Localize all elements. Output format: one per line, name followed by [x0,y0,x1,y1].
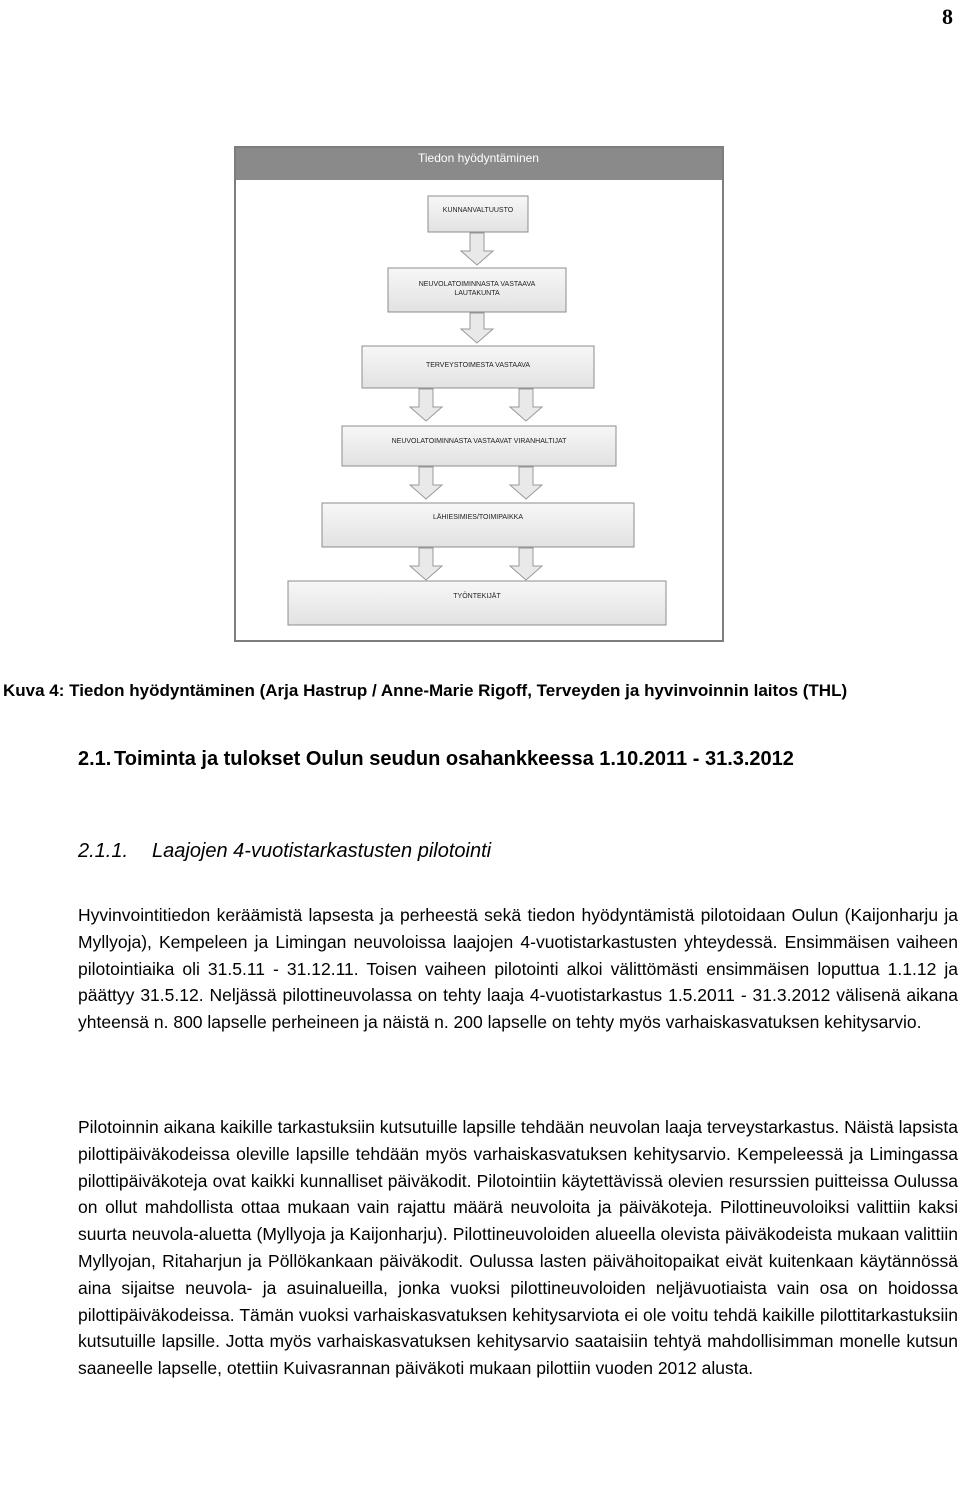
level-label-5: LÄHIESIMIES/TOIMIPAIKKA [433,514,523,521]
level-label-2: NEUVOLATOIMINNASTA VASTAAVA LAUTAKUNTA [418,281,536,297]
diagram-title: Tiedon hyödyntäminen [418,151,539,165]
subsection-title: Laajojen 4-vuotistarkastusten pilotointi [152,840,492,862]
section-title: Toiminta ja tulokset Oulun seudun osahankkeessa 1.10.2011 - 31.3.2012 [114,748,794,770]
information-utilization-diagram [234,146,724,642]
section-number: 2.1. [78,748,112,770]
figure-caption: Kuva 4: Tiedon hyödyntäminen (Arja Hastrup / Anne-Marie Rigoff, Terveyden ja hyvinvoinnin laitos (THL) [3,681,848,700]
body-paragraph-2: Pilotoinnin aikana kaikille tarkastuksiin kutsutuille lapsille tehdään neuvolan laaja terveystarkastus. Näistä lapsista pilottipäiväkodeissa oleville lapsille tehdään myös varhaiskasvatuksen kehitysarvio. Kempeleessä ja Limingassa pilottipäiväkoteja ovat kaikki kunnalliset päiväkodit. Pilotointiin käytettävissä olevien resurssien puitteissa Oulussa on ollut mahdollista ottaa mukaan vain rajattu määrä neuvoloita ja päiväkoteja. Pilottineuvoloiksi valittiin kaksi suurta neuvola-aluetta (Myllyoja ja Kaijonharju). Pilottineuvoloiden alueella olevista päiväkodeista mukaan valittiin Myllyojan, Ritaharjun ja Pöllökankaan päiväkodit. Oulussa lasten päivähoitopaikat eivät kuitenkaan käytännössä aina sijaitse neuvola- ja asuinalueilla, jonka vuoksi pilottineuvoloiden neljävuotiaista vain osa on hoidossa pilottipäiväkodeissa. Tämän vuoksi varhaiskasvatuksen kehitysarviota ei ole voitu tehdä kaikille pilottitarkastuksiin kutsutuille lapsille. Jotta myös varhaiskasvatuksen kehitysarvio saataisiin tehtyä mahdollisimman monelle kutsun saaneelle lapselle, otettiin Kuivasrannan päiväkoti mukaan pilottiin vuoden 2012 alusta. [78,1117,958,1379]
body-paragraph-1: Hyvinvointitiedon keräämistä lapsesta ja perheestä sekä tiedon hyödyntämistä pilotoidaan Oulun (Kaijonharju ja Myllyoja), Kempeleen ja Limingan neuvoloissa laajojen 4-vuotistarkastusten yhteydessä. Ensimmäisen vaiheen pilotointiaika oli 31.5.11 - 31.12.11. Toisen vaiheen pilotointi alkoi välittömästi ensimmäisen loputtua 1.1.12 ja päättyy 31.5.12. Neljässä pilottineuvolassa on tehty laaja 4-vuotistarkastus 1.5.2011 - 31.3.2012 välisenä aikana yhteensä n. 800 lapselle perheineen ja näistä n. 200 lapselle on tehty myös varhaiskasvatuksen kehitysarvio. [78,905,958,1033]
section-heading [78,748,794,771]
level-label-6: TYÖNTEKIJÄT [453,593,501,600]
subsection-number: 2.1.1. [78,840,129,862]
level-box-1 [428,196,528,232]
level-box-5 [322,503,634,547]
subsection-heading [78,840,491,863]
level-label-3: TERVEYSTOIMESTA VASTAAVA [425,362,531,369]
level-box-4 [342,426,616,466]
page-number: 8 [942,4,953,29]
level-label-1: KUNNANVALTUUSTO [442,207,514,214]
level-box-6 [288,581,666,625]
level-label-4: NEUVOLATOIMINNASTA VASTAAVAT VIRANHALTIJAT [391,438,567,445]
diagram-graphic [234,146,724,642]
